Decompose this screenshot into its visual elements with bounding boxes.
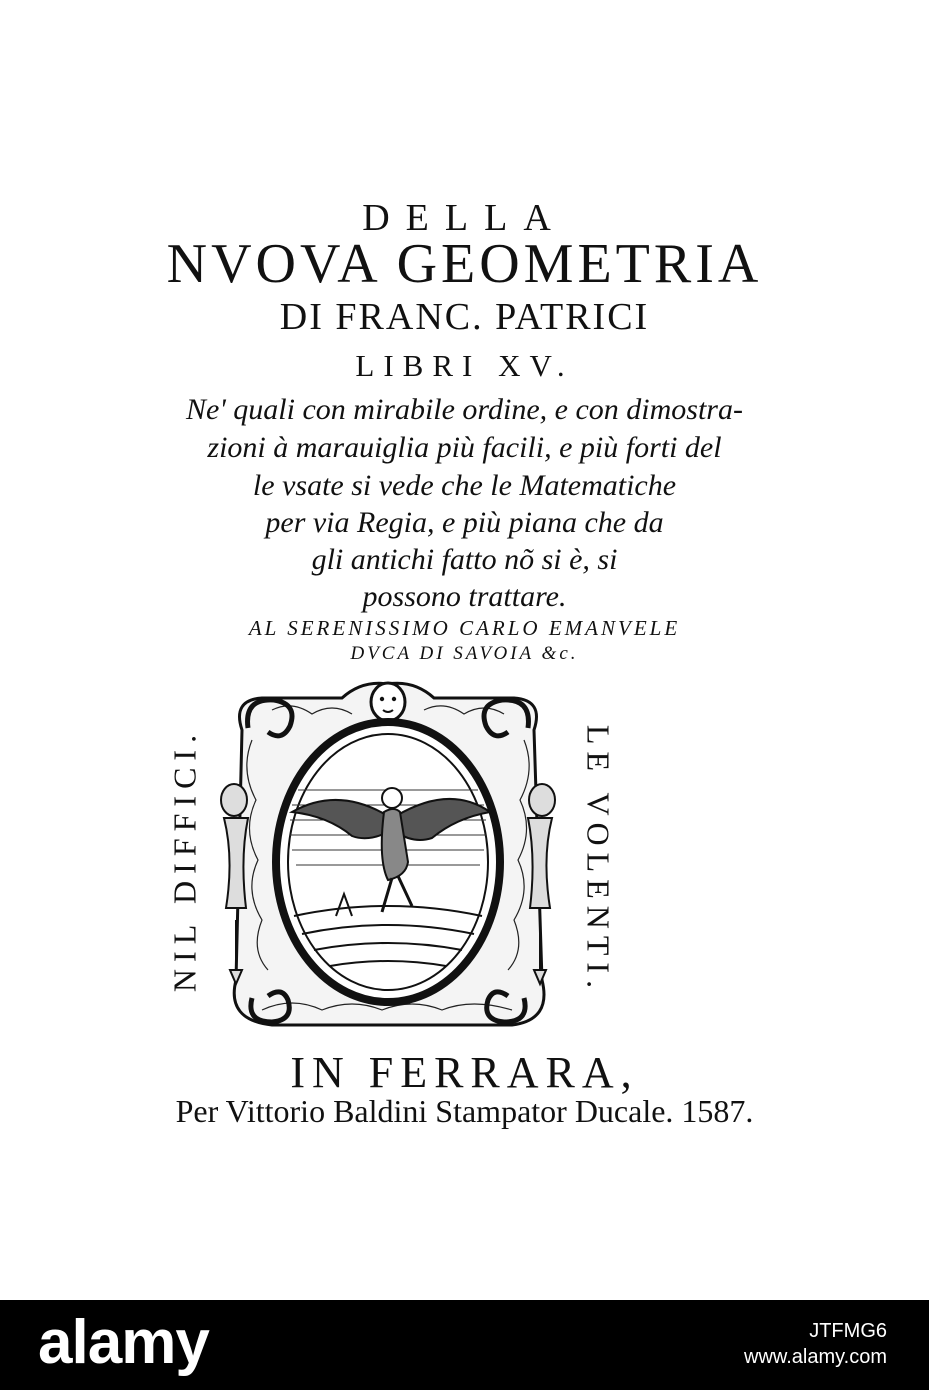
- title-line-author: DI FRANC. PATRICI: [279, 296, 650, 338]
- alamy-logo: alamy: [38, 1308, 209, 1377]
- title-line-della: DELLA: [362, 197, 567, 239]
- dedication-line-1: AL SERENISSIMO CARLO EMANVELE: [248, 616, 681, 640]
- motto-left: NIL DIFFICI.: [166, 727, 203, 993]
- description-line-2: zioni à marauiglia più facili, e più forti del: [207, 431, 722, 464]
- description-line-3: le vsate si vede che le Matematiche: [252, 469, 677, 502]
- printers-device-emblem: [212, 680, 564, 1042]
- title-line-libri: LIBRI XV.: [355, 348, 574, 383]
- imprint-printer: Per Vittorio Baldini Stampator Ducale. 1587.: [175, 1093, 754, 1129]
- mask-head: [371, 683, 405, 721]
- imprint-place: IN FERRARA,: [290, 1048, 639, 1097]
- description-line-4: per via Regia, e più piana che da: [265, 506, 664, 539]
- site-url: www.alamy.com: [744, 1346, 887, 1368]
- title-line-nuova-geometria: NVOVA GEOMETRIA: [166, 233, 763, 295]
- description-line-1: Ne' quali con mirabile ordine, e con dimostra-: [186, 393, 743, 426]
- dedication-line-2: DVCA DI SAVOIA &c.: [350, 643, 579, 664]
- motto-right: LE VOLENTI.: [580, 724, 617, 996]
- image-id: JTFMG6: [809, 1320, 887, 1342]
- description-line-6: possono trattare.: [362, 580, 567, 613]
- description-line-5: gli antichi fatto nõ si è, si: [311, 543, 618, 576]
- footer-id-block: [744, 1318, 887, 1370]
